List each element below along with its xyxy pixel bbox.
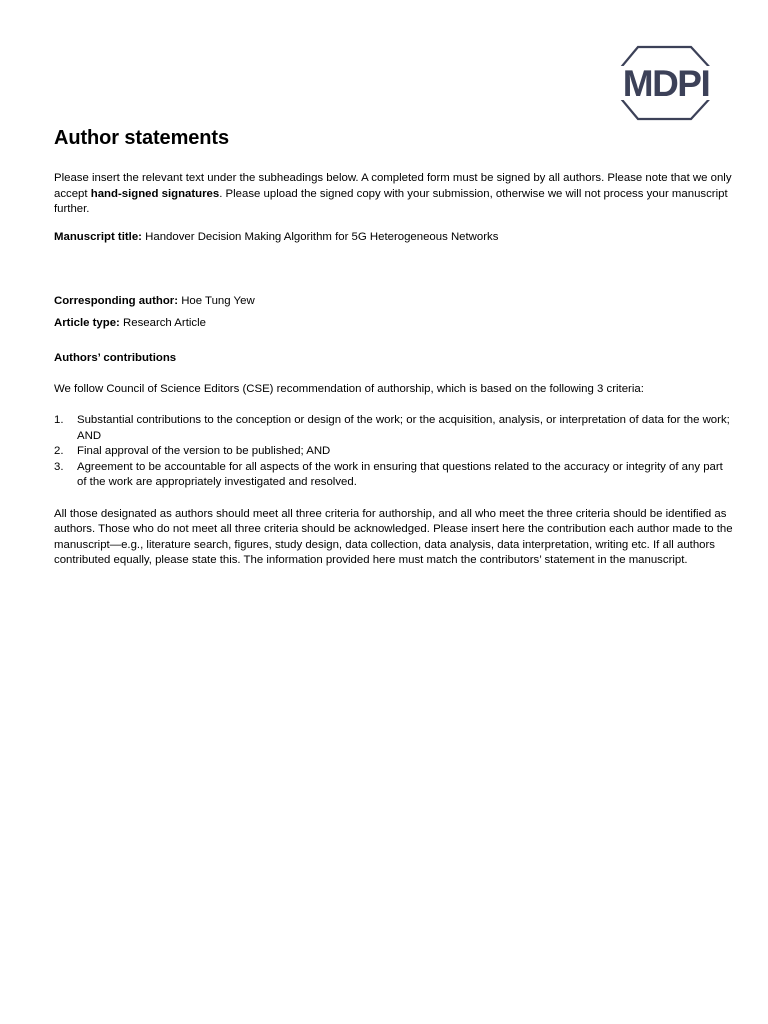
corresponding-author-value: Hoe Tung Yew	[181, 295, 255, 307]
intro-emphasis: hand-signed signatures	[90, 187, 220, 200]
list-item-number: 1.	[54, 414, 64, 426]
corresponding-author-row	[54, 294, 734, 310]
page-title: Author statements	[54, 127, 229, 149]
intro-paragraph	[54, 171, 734, 218]
list-item-number: 2.	[54, 445, 64, 457]
list-item	[54, 444, 734, 460]
list-item-text: Substantial contributions to the conception or design of the work; or the acquisition, analysis, or interpretation of data for the work; AND	[77, 414, 730, 442]
article-type-row	[54, 316, 734, 332]
list-item-number: 3.	[54, 460, 64, 473]
article-type-label: Article type:	[54, 316, 120, 329]
mdpi-logo	[604, 44, 728, 122]
document-body	[54, 124, 734, 569]
list-item-text: Final approval of the version to be published; AND	[77, 445, 331, 457]
manuscript-title-row	[54, 230, 734, 246]
article-type-value: Research Article	[123, 316, 206, 329]
intro-text-2: . Please upload the signed copy with your submission, otherwise we will not process your manuscript further.	[54, 187, 728, 215]
contributions-lead: We follow Council of Science Editors (CSE) recommendation of authorship, which is based on the following 3 criteria:	[54, 382, 644, 395]
manuscript-title-value: Handover Decision Making Algorithm for 5G Heterogeneous Networks	[145, 230, 499, 243]
list-item-text: Agreement to be accountable for all aspects of the work in ensuring that questions related to the accuracy or integrity of any part of the work are appropriately investigated and resolved.	[77, 460, 723, 488]
mdpi-logo-graphic	[604, 44, 728, 122]
intro-text-1: Please insert the relevant text under the subheadings below. A completed form must be signed by all authors. Please note that we only accept	[54, 172, 732, 200]
mdpi-logo-text: MDPI	[622, 63, 710, 104]
list-item	[54, 413, 734, 444]
contributions-subheading: Authors’ contributions	[54, 352, 177, 364]
manuscript-title-label: Manuscript title:	[54, 230, 142, 243]
list-item	[54, 460, 734, 491]
criteria-list	[54, 413, 734, 491]
contributions-closing-paragraph: All those designated as authors should meet all three criteria for authorship, and all who meet the three criteria should be identified as authors. Those who do not meet all three criteria should be acknowledged. Please insert here the contribution each author made to the manuscript—e.g., literature search, figures, study design, data collection, data analysis, data interpretation, writing etc. If all authors contributed equally, please state this. The information provided here must match the contributors’ statement in the manuscript.	[54, 507, 733, 566]
corresponding-author-label: Corresponding author:	[54, 295, 179, 307]
